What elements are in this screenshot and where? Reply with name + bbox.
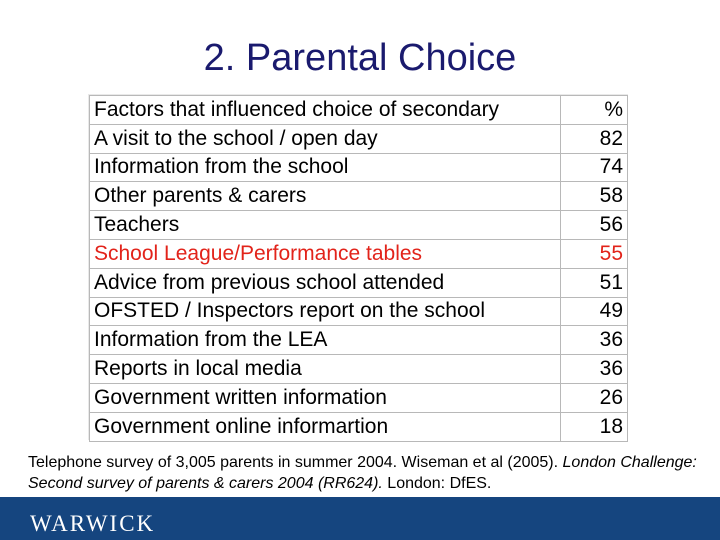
row-factor: A visit to the school / open day [90, 124, 561, 153]
row-percent: 36 [561, 355, 628, 384]
row-factor: Information from the school [90, 153, 561, 182]
citation-text: Telephone survey of 3,005 parents in summer 2004. Wiseman et al (2005). [28, 454, 563, 471]
row-percent: 55 [561, 239, 628, 268]
row-percent: 36 [561, 326, 628, 355]
table-row [90, 412, 628, 441]
citation [28, 452, 708, 494]
table-row [90, 297, 628, 326]
table-row [90, 153, 628, 182]
row-percent: 58 [561, 182, 628, 211]
row-factor: School League/Performance tables [90, 239, 561, 268]
row-factor: OFSTED / Inspectors report on the school [90, 297, 561, 326]
row-factor: Advice from previous school attended [90, 268, 561, 297]
row-percent: 56 [561, 211, 628, 240]
table-row [90, 268, 628, 297]
row-factor: Information from the LEA [90, 326, 561, 355]
table-row [90, 383, 628, 412]
row-percent: 49 [561, 297, 628, 326]
header-factor: Factors that influenced choice of secondary [90, 96, 561, 125]
table-row [90, 355, 628, 384]
row-percent: 51 [561, 268, 628, 297]
header-percent: % [561, 96, 628, 125]
warwick-logo [30, 510, 200, 536]
row-factor: Government online informartion [90, 412, 561, 441]
row-factor: Government written information [90, 383, 561, 412]
row-percent: 82 [561, 124, 628, 153]
row-factor: Teachers [90, 211, 561, 240]
factors-table [88, 94, 628, 440]
row-percent: 26 [561, 383, 628, 412]
citation-italic-title: London Challenge: Second survey of parents & carers 2004 (RR624). [28, 454, 697, 492]
table-row [90, 326, 628, 355]
table-row-highlighted [90, 239, 628, 268]
table-row [90, 182, 628, 211]
table-row [90, 124, 628, 153]
table-row [90, 211, 628, 240]
warwick-logo-text: WARWICK [30, 511, 156, 536]
row-factor: Other parents & carers [90, 182, 561, 211]
table-header-row [90, 96, 628, 125]
row-percent: 74 [561, 153, 628, 182]
factors-table-grid [89, 95, 628, 442]
row-factor: Reports in local media [90, 355, 561, 384]
citation-publisher: London: DfES. [382, 475, 492, 492]
row-percent: 18 [561, 412, 628, 441]
slide-title: 2. Parental Choice [203, 37, 517, 79]
